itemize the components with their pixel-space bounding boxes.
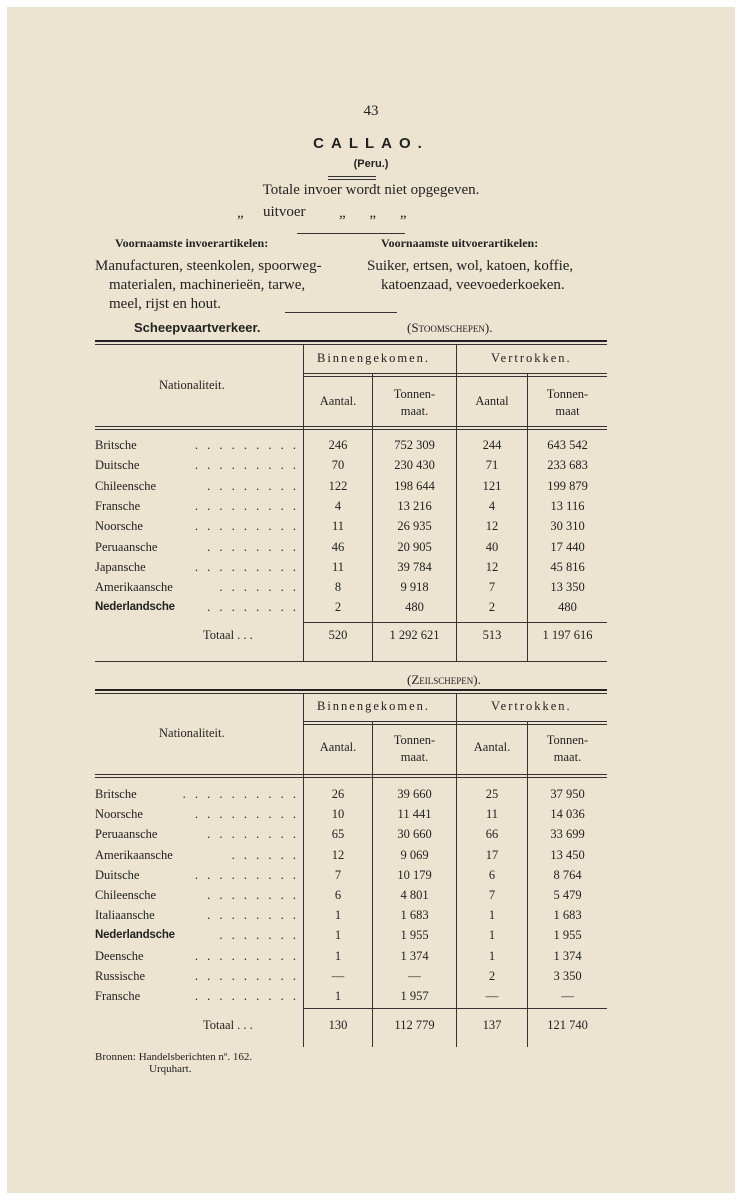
header-tonnage-line: maat.: [553, 750, 582, 764]
nationality-label: Amerikaansche: [95, 580, 173, 595]
table-cell: 2: [488, 968, 496, 983]
table-rule: [303, 1008, 607, 1009]
header-tonnage-line: maat.: [400, 750, 429, 764]
table-rule: [303, 376, 607, 377]
table-cell: 2: [488, 600, 496, 615]
table-cell: 13 116: [550, 498, 585, 513]
leader-dots: . . . . . . . .: [207, 908, 299, 923]
export-articles-text: [367, 257, 629, 295]
export-articles-heading: Voornaamste uitvoerartikelen:: [381, 236, 539, 250]
table-cell: —: [561, 989, 574, 1003]
header-count: Aantal.: [319, 394, 357, 408]
table-cell: 13 216: [397, 498, 432, 513]
header-tonnage-line: maat: [555, 404, 580, 418]
table-cell: 66: [485, 827, 499, 842]
table-cell: 20 905: [397, 539, 432, 554]
header-tonnage: [528, 732, 607, 766]
leader-dots: . . . . . . . .: [207, 888, 299, 902]
table-cell: 10: [331, 807, 345, 822]
nationality-label: Noorsche: [95, 519, 143, 534]
leader-dots: . . . . . . . . .: [194, 948, 299, 963]
table-rule: [95, 344, 607, 345]
nationality-label: Amerikaansche: [95, 847, 173, 862]
table-rule: [303, 721, 607, 722]
nationality-label: Fransche: [95, 498, 141, 513]
table-cell: 30 310: [550, 519, 585, 534]
nationality-label: Noorsche: [95, 807, 143, 822]
total-label: Totaal . . .: [203, 1018, 253, 1032]
table-cell: 1: [334, 948, 342, 963]
header-tonnage-line: maat.: [400, 404, 429, 418]
table-cell: 46: [331, 539, 345, 554]
header-tonnage-line: Tonnen-: [393, 387, 436, 401]
table-cell: 39 784: [397, 559, 432, 574]
table-rule: [303, 724, 607, 725]
import-articles-line: materialen, machinerieën, tarwe,: [109, 277, 306, 293]
sail-table-caption: (Zeilschepen).: [407, 672, 481, 687]
table-cell: —: [485, 989, 499, 1003]
section-rule: [297, 233, 405, 234]
leader-dots: . . . . . . . . .: [194, 559, 299, 574]
table-cell: 1: [488, 948, 496, 963]
leader-dots: . . . . . . . . . .: [182, 787, 299, 801]
total-value: 513: [482, 628, 502, 642]
leader-dots: . . . . . . . .: [207, 600, 299, 615]
nationality-label: Duitsche: [95, 458, 140, 473]
nationality-label: Fransche: [95, 989, 141, 1003]
leader-dots: . . . . . . . . .: [194, 867, 299, 882]
table-cell: 11: [485, 807, 499, 822]
title-rule: [328, 179, 376, 180]
leader-dots: . . . . . . . . .: [194, 519, 299, 534]
header-nationality: Nationaliteit.: [159, 378, 225, 392]
header-tonnage-line: Tonnen-: [546, 387, 589, 401]
table-rule: [95, 693, 607, 694]
nationality-label: Chileensche: [95, 478, 157, 493]
table-cell: 11: [331, 559, 345, 574]
table-cell: 752 309: [394, 438, 435, 452]
leader-dots: . . . . . . . . .: [194, 498, 299, 513]
table-cell: 7: [488, 580, 496, 595]
table-cell: 70: [331, 458, 345, 473]
table-cell: 65: [331, 827, 345, 842]
table-cell: 25: [485, 787, 499, 801]
header-arrived: Binnengekomen.: [317, 699, 431, 713]
table-rule: [95, 689, 607, 691]
table-rule: [95, 340, 607, 342]
table-cell: 9 918: [400, 580, 429, 595]
export-articles-line: Suiker, ertsen, wol, katoen, koffie,: [367, 258, 574, 274]
table-cell: 40: [485, 539, 499, 554]
sources-line: Bronnen: Handelsberichten nº. 162.: [95, 1051, 253, 1063]
leader-dots: . . . . . . . . .: [194, 807, 299, 822]
total-value: 1 292 621: [389, 628, 440, 642]
table-cell: 37 950: [550, 787, 585, 801]
table-cell: 1: [334, 908, 342, 923]
table-cell: 9 069: [400, 847, 429, 862]
table-cell: 17 440: [550, 539, 585, 554]
table-cell: 1: [488, 908, 496, 923]
table-cell: 122: [328, 478, 348, 493]
nationality-label: Peruaansche: [95, 827, 158, 842]
header-tonnage: [373, 386, 456, 420]
table-cell: 7: [334, 867, 342, 882]
header-count: Aantal.: [473, 740, 511, 754]
export-note-word: uitvoer: [263, 204, 306, 220]
total-value: 137: [482, 1018, 502, 1032]
table-cell: 233 683: [547, 458, 588, 473]
table-cell: 45 816: [550, 559, 585, 574]
nationality-label: Chileensche: [95, 888, 157, 902]
export-ditto-marks: „ „ „: [339, 205, 407, 221]
table-cell: 30 660: [397, 827, 432, 842]
table-cell: 8: [334, 580, 342, 595]
table-cell: 2: [334, 600, 342, 615]
total-value: 1 197 616: [542, 628, 593, 642]
table-cell: 643 542: [547, 438, 588, 452]
table-rule: [95, 429, 607, 430]
nationality-label: Duitsche: [95, 867, 140, 882]
leader-dots: . . . . . . . . .: [194, 989, 299, 1003]
leader-dots: . . . . . . . .: [207, 539, 299, 554]
header-tonnage: [528, 386, 607, 420]
table-cell: 8 764: [553, 867, 582, 882]
table-cell: 1 683: [553, 908, 582, 923]
table-cell: —: [408, 968, 421, 983]
table-cell: 199 879: [547, 478, 588, 493]
table-cell: 26: [331, 787, 345, 801]
leader-dots: . . . . . . .: [219, 580, 299, 595]
table-cell: 6: [334, 888, 342, 902]
import-articles-line: meel, rijst en hout.: [109, 296, 222, 312]
table-cell: 1 955: [553, 928, 582, 943]
table-cell: 1 957: [400, 989, 429, 1003]
table-cell: 230 430: [394, 458, 435, 473]
nationality-label: Britsche: [95, 787, 137, 801]
table-cell: 14 036: [550, 807, 585, 822]
page: [7, 7, 735, 1193]
import-articles-line: Manufacturen, steenkolen, spoorweg-: [95, 258, 322, 274]
header-nationality: Nationaliteit.: [159, 726, 225, 740]
header-tonnage-line: Tonnen-: [393, 733, 436, 747]
header-count: Aantal.: [319, 740, 357, 754]
nationality-label: Nederlandsche: [95, 601, 175, 614]
table-cell: 198 644: [394, 478, 435, 493]
export-articles-line: katoenzaad, veevoederkoeken.: [381, 277, 565, 293]
table-cell: 1 955: [400, 928, 429, 943]
table-rule: [95, 777, 607, 778]
header-tonnage-line: Tonnen-: [546, 733, 589, 747]
table-cell: 12: [485, 519, 499, 534]
nationality-label: Nederlandsche: [95, 929, 175, 942]
import-articles-text: [95, 257, 357, 314]
steam-table-caption: (Stoomschepen).: [407, 320, 493, 335]
table-cell: 4: [488, 498, 496, 513]
table-cell: 12: [485, 559, 499, 574]
total-value: 112 779: [394, 1018, 435, 1032]
table-cell: 11: [331, 519, 345, 534]
leader-dots: . . . . . . .: [219, 928, 299, 943]
table-rule: [95, 426, 607, 427]
export-ditto-mark: „: [237, 205, 244, 221]
table-cell: 71: [485, 458, 499, 473]
import-note: Totale invoer wordt niet opgegeven.: [262, 182, 480, 198]
nationality-label: Russische: [95, 968, 145, 983]
sources-note: [95, 1051, 252, 1075]
table-cell: 7: [488, 888, 496, 902]
leader-dots: . . . . . . . .: [207, 478, 299, 493]
leader-dots: . . . . . . . . .: [194, 458, 299, 473]
page-subtitle: (Peru.): [353, 158, 389, 170]
table-cell: 246: [328, 438, 348, 452]
table-cell: 244: [482, 438, 502, 452]
section-rule: [285, 312, 397, 313]
table-rule: [95, 774, 607, 775]
table-cell: 5 479: [553, 888, 582, 902]
table-cell: 1: [488, 928, 496, 943]
table-rule: [95, 661, 607, 662]
nationality-label: Peruaansche: [95, 539, 158, 554]
table-cell: 11 441: [397, 807, 432, 822]
table-cell: 26 935: [397, 519, 432, 534]
header-arrived: Binnengekomen.: [317, 351, 431, 365]
nationality-label: Deensche: [95, 948, 144, 963]
table-cell: 13 350: [550, 580, 585, 595]
nationality-label: Britsche: [95, 438, 137, 452]
table-cell: 121: [482, 478, 502, 493]
header-departed: Vertrokken.: [491, 699, 572, 713]
import-articles-heading: Voornaamste invoerartikelen:: [115, 236, 269, 250]
table-cell: 480: [558, 600, 577, 615]
header-departed: Vertrokken.: [491, 351, 572, 365]
table-cell: 4 801: [400, 888, 429, 902]
page-number: 43: [363, 103, 379, 119]
table-cell: 10 179: [397, 867, 432, 882]
table-cell: 33 699: [550, 827, 585, 842]
total-value: 130: [328, 1018, 348, 1032]
header-tonnage: [373, 732, 456, 766]
table-cell: 1 683: [400, 908, 429, 923]
header-count: Aantal: [475, 394, 509, 408]
total-value: 520: [328, 628, 348, 642]
table-cell: 6: [488, 867, 496, 882]
table-cell: 13 450: [550, 847, 585, 862]
table-cell: 1 374: [553, 948, 582, 963]
total-label: Totaal . . .: [203, 628, 253, 642]
table-cell: 3 350: [553, 968, 582, 983]
leader-dots: . . . . . . . . .: [194, 438, 299, 452]
title-rule: [328, 176, 376, 177]
table-cell: 1: [334, 928, 342, 943]
page-title: CALLAO.: [313, 135, 429, 152]
table-cell: —: [331, 968, 345, 983]
leader-dots: . . . . . . . . .: [194, 968, 299, 983]
shipping-heading: Scheepvaartverkeer.: [134, 320, 261, 335]
leader-dots: . . . . . .: [231, 847, 299, 862]
table-cell: 39 660: [397, 787, 432, 801]
leader-dots: . . . . . . . .: [207, 827, 299, 842]
nationality-label: Italiaansche: [95, 908, 155, 923]
table-rule: [303, 622, 607, 623]
nationality-label: Japansche: [95, 559, 146, 574]
table-rule: [303, 373, 607, 374]
total-value: 121 740: [547, 1018, 588, 1032]
table-cell: 4: [334, 498, 342, 513]
table-cell: 12: [331, 847, 345, 862]
table-cell: 17: [485, 847, 499, 862]
table-cell: 1: [334, 989, 342, 1003]
sources-line: Urquhart.: [149, 1063, 192, 1075]
table-cell: 480: [405, 600, 424, 615]
table-cell: 1 374: [400, 948, 429, 963]
